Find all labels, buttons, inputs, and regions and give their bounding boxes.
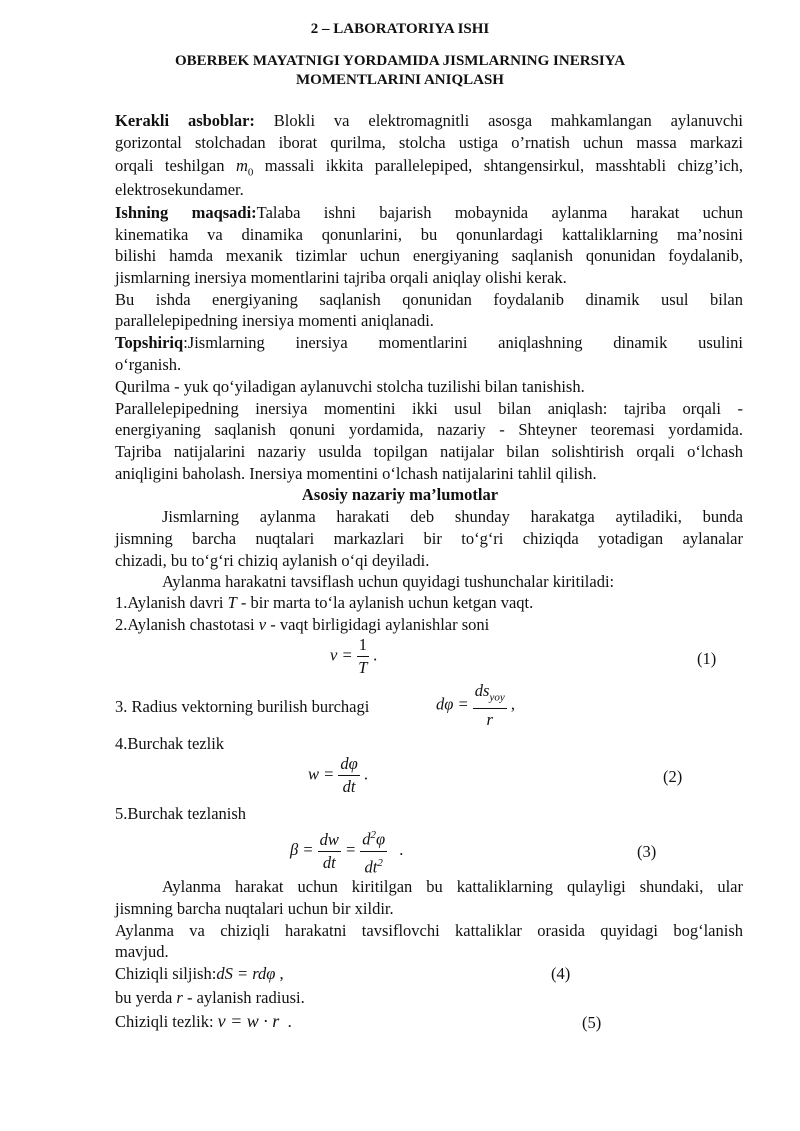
equation-1: ν = $\frac{1}{T}$ .	[330, 635, 378, 677]
goal-line-6: parallelepipedning inersiya momenti aniqlanadi.	[115, 311, 434, 330]
goal-label: Ishning maqsadi:	[115, 203, 257, 222]
equation-5-number: (5)	[582, 1013, 602, 1032]
linear-displacement: Chiziqli siljish:dS = rdφ ,	[115, 964, 284, 983]
task-line-2: o‘rganish.	[115, 355, 182, 374]
theory-heading: Asosiy nazariy ma’lumotlar	[301, 485, 499, 504]
goal-line-3: bilishi hamda mexanik tizimlar uchun energiyaning saqlanish qonunidan foydalanib,	[115, 246, 743, 265]
theory-p3-line-2: jismning barcha nuqtalari uchun bir xildir.	[115, 899, 394, 918]
lab-title: 2 – LABORATORIYA ISHI	[310, 21, 490, 37]
equation-phi: dφ = $\frac{ds_{yoy}}{r}$ ,	[436, 681, 515, 730]
task-label: Topshiriq	[115, 333, 184, 352]
task-line-7: aniqligini baholash. Inersiya momentini o‘lchash natijalarini tahlil qilish.	[115, 464, 597, 483]
theory-p3-line-1: Aylanma harakat uchun kiritilgan bu kattaliklarning qulayligi shundaki, ular	[162, 877, 743, 896]
task-line-3: Qurilma - yuk qo‘yiladigan aylanuvchi stolcha tuzilishi bilan tanishish.	[115, 377, 585, 396]
tools-line-1: Kerakli asboblar: Blokli va elektromagnitli asosga mahkamlangan aylanuvchi	[115, 111, 744, 130]
item-1: 1.Aylanish davri T - bir marta to‘la aylanish uchun ketgan vaqt.	[115, 593, 534, 612]
goal-line-1: Ishning maqsadi:Talaba ishni bajarish mobaynida aylanma harakat uchun	[115, 203, 743, 222]
item-5: 5.Burchak tezlanish	[115, 804, 247, 823]
equation-1-number: (1)	[697, 649, 717, 668]
tools-line-4: elektrosekundamer.	[115, 180, 244, 199]
task-line-5: energiyaning saqlanish qonuni yordamida, nazariy - Shteyner teoremasi yordamida.	[115, 420, 743, 439]
task-line-6: Tajriba natijalarini nazariy usulda topilgan natijalar bilan solishtirish orqali o‘lchash	[115, 442, 743, 461]
radius-note: bu yerda r - aylanish radiusi.	[115, 988, 305, 1007]
theory-p4-line-2: mavjud.	[115, 942, 169, 961]
item-3: 3. Radius vektorning burilish burchagi	[115, 697, 370, 716]
theory-p1-line-3: chizadi, bu to‘g‘ri chiziq aylanish o‘qi deyiladi.	[115, 551, 430, 570]
item-4: 4.Burchak tezlik	[115, 734, 225, 753]
equation-3: β = $\frac{dw}{dt}$ = $\frac{d^2\varphi}{dt^2}$ .	[290, 826, 403, 876]
mass-symbol: m	[235, 156, 248, 175]
item-2: 2.Aylanish chastotasi ν - vaqt birligidagi aylanishlar soni	[115, 615, 490, 634]
tools-line-3: orqali teshilgan $m_0$ massali ikkita parallelepiped, shtangensirkul, masshtabli chizg’ich,	[115, 156, 744, 179]
equation-2: w = $\frac{d\varphi}{dt}$ .	[308, 754, 369, 796]
goal-line-2: kinematika va dinamika qonunlarini, bu qonunlardagi kattaliklarning ma’nosini	[115, 225, 743, 244]
theory-p1-line-2: jismning barcha nuqtalari markazlari bir to‘g‘ri chiziqda yotadigan aylanalar	[115, 529, 743, 548]
task-line-1: Topshiriq:Jismlarning inersiya momentlarini aniqlashning dinamik usulini	[115, 333, 743, 352]
equation-3-number: (3)	[637, 842, 657, 861]
linear-velocity: Chiziqli tezlik: v = w · r .	[115, 1011, 292, 1031]
equation-2-number: (2)	[663, 767, 683, 786]
theory-p1-line-1: Jismlarning aylanma harakati deb shunday harakatga aytiladiki, bunda	[162, 507, 743, 526]
goal-line-4: jismlarning inersiya momentlarini tajriba orqali aniqlay olishi kerak.	[115, 268, 567, 287]
goal-line-5: Bu ishda energiyaning saqlanish qonunidan foydalanib dinamik usul bilan	[115, 290, 743, 309]
equation-4-number: (4)	[551, 964, 571, 983]
theory-p4-line-1: Aylanma va chiziqli harakatni tavsiflovchi kattaliklar orasida quyidagi bog‘lanish	[115, 921, 743, 940]
task-line-4: Parallelepipedning inersiya momentini ikki usul bilan aniqlash: tajriba orqali -	[115, 399, 743, 418]
tools-line-2: gorizontal stolchadan iborat qurilma, stolcha ustiga o’rnatish uchun massa markazi	[115, 133, 743, 152]
tools-label: Kerakli asboblar:	[115, 111, 255, 130]
linear-displacement-formula: dS = rdφ	[216, 964, 276, 983]
subtitle-line-1: OBERBEK MAYATNIGI YORDAMIDA JISMLARNING INERSIYA	[174, 53, 626, 69]
subtitle-line-2: MOMENTLARINI ANIQLASH	[296, 72, 504, 88]
linear-velocity-formula: v = w · r	[217, 1011, 280, 1031]
theory-p2: Aylanma harakatni tavsiflash uchun quyidagi tushunchalar kiritiladi:	[162, 572, 615, 591]
